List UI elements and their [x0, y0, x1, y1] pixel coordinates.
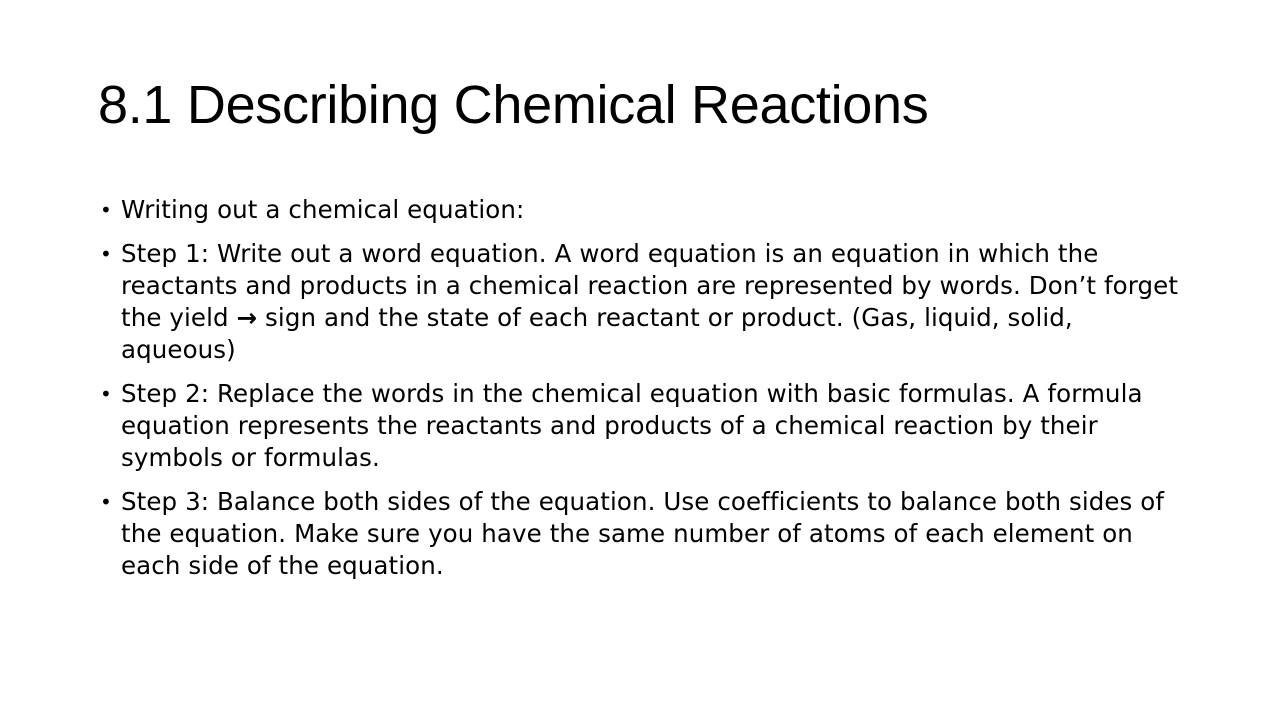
- bullet-text: Step 2: Replace the words in the chemical equation with basic formulas. A formula equation represents the reactants and products of a chemical reaction by their symbols or formulas.: [121, 379, 1143, 472]
- bullet-text: Writing out a chemical equation:: [121, 195, 525, 224]
- bullet-item: [100, 238, 1185, 366]
- slide-title: 8.1 Describing Chemical Reactions: [98, 75, 929, 135]
- bullet-item: [100, 378, 1185, 474]
- bullet-text: Step 3: Balance both sides of the equation. Use coefficients to balance both sides of the equation. Make sure you have the same number of atoms of each element on each side of the equation.: [121, 487, 1165, 580]
- bullet-icon: •: [100, 490, 112, 514]
- bullet-text: [121, 239, 1178, 364]
- bullet-text-part: Step 1: Write out a word equation. A word equation is an equation in which the reactants and products in a chemical reaction are represented by words. Don’t forget the yield: [121, 239, 1179, 332]
- bullet-icon: •: [100, 382, 112, 406]
- bullet-list: [100, 194, 1185, 594]
- bullet-item: [100, 194, 1185, 226]
- bullet-item: [100, 486, 1185, 582]
- yield-arrow-icon: →: [236, 303, 258, 332]
- bullet-text-part: sign and the state of each reactant or product. (Gas, liquid, solid, aqueous): [121, 303, 1073, 364]
- bullet-icon: •: [100, 198, 112, 222]
- bullet-icon: •: [100, 242, 112, 266]
